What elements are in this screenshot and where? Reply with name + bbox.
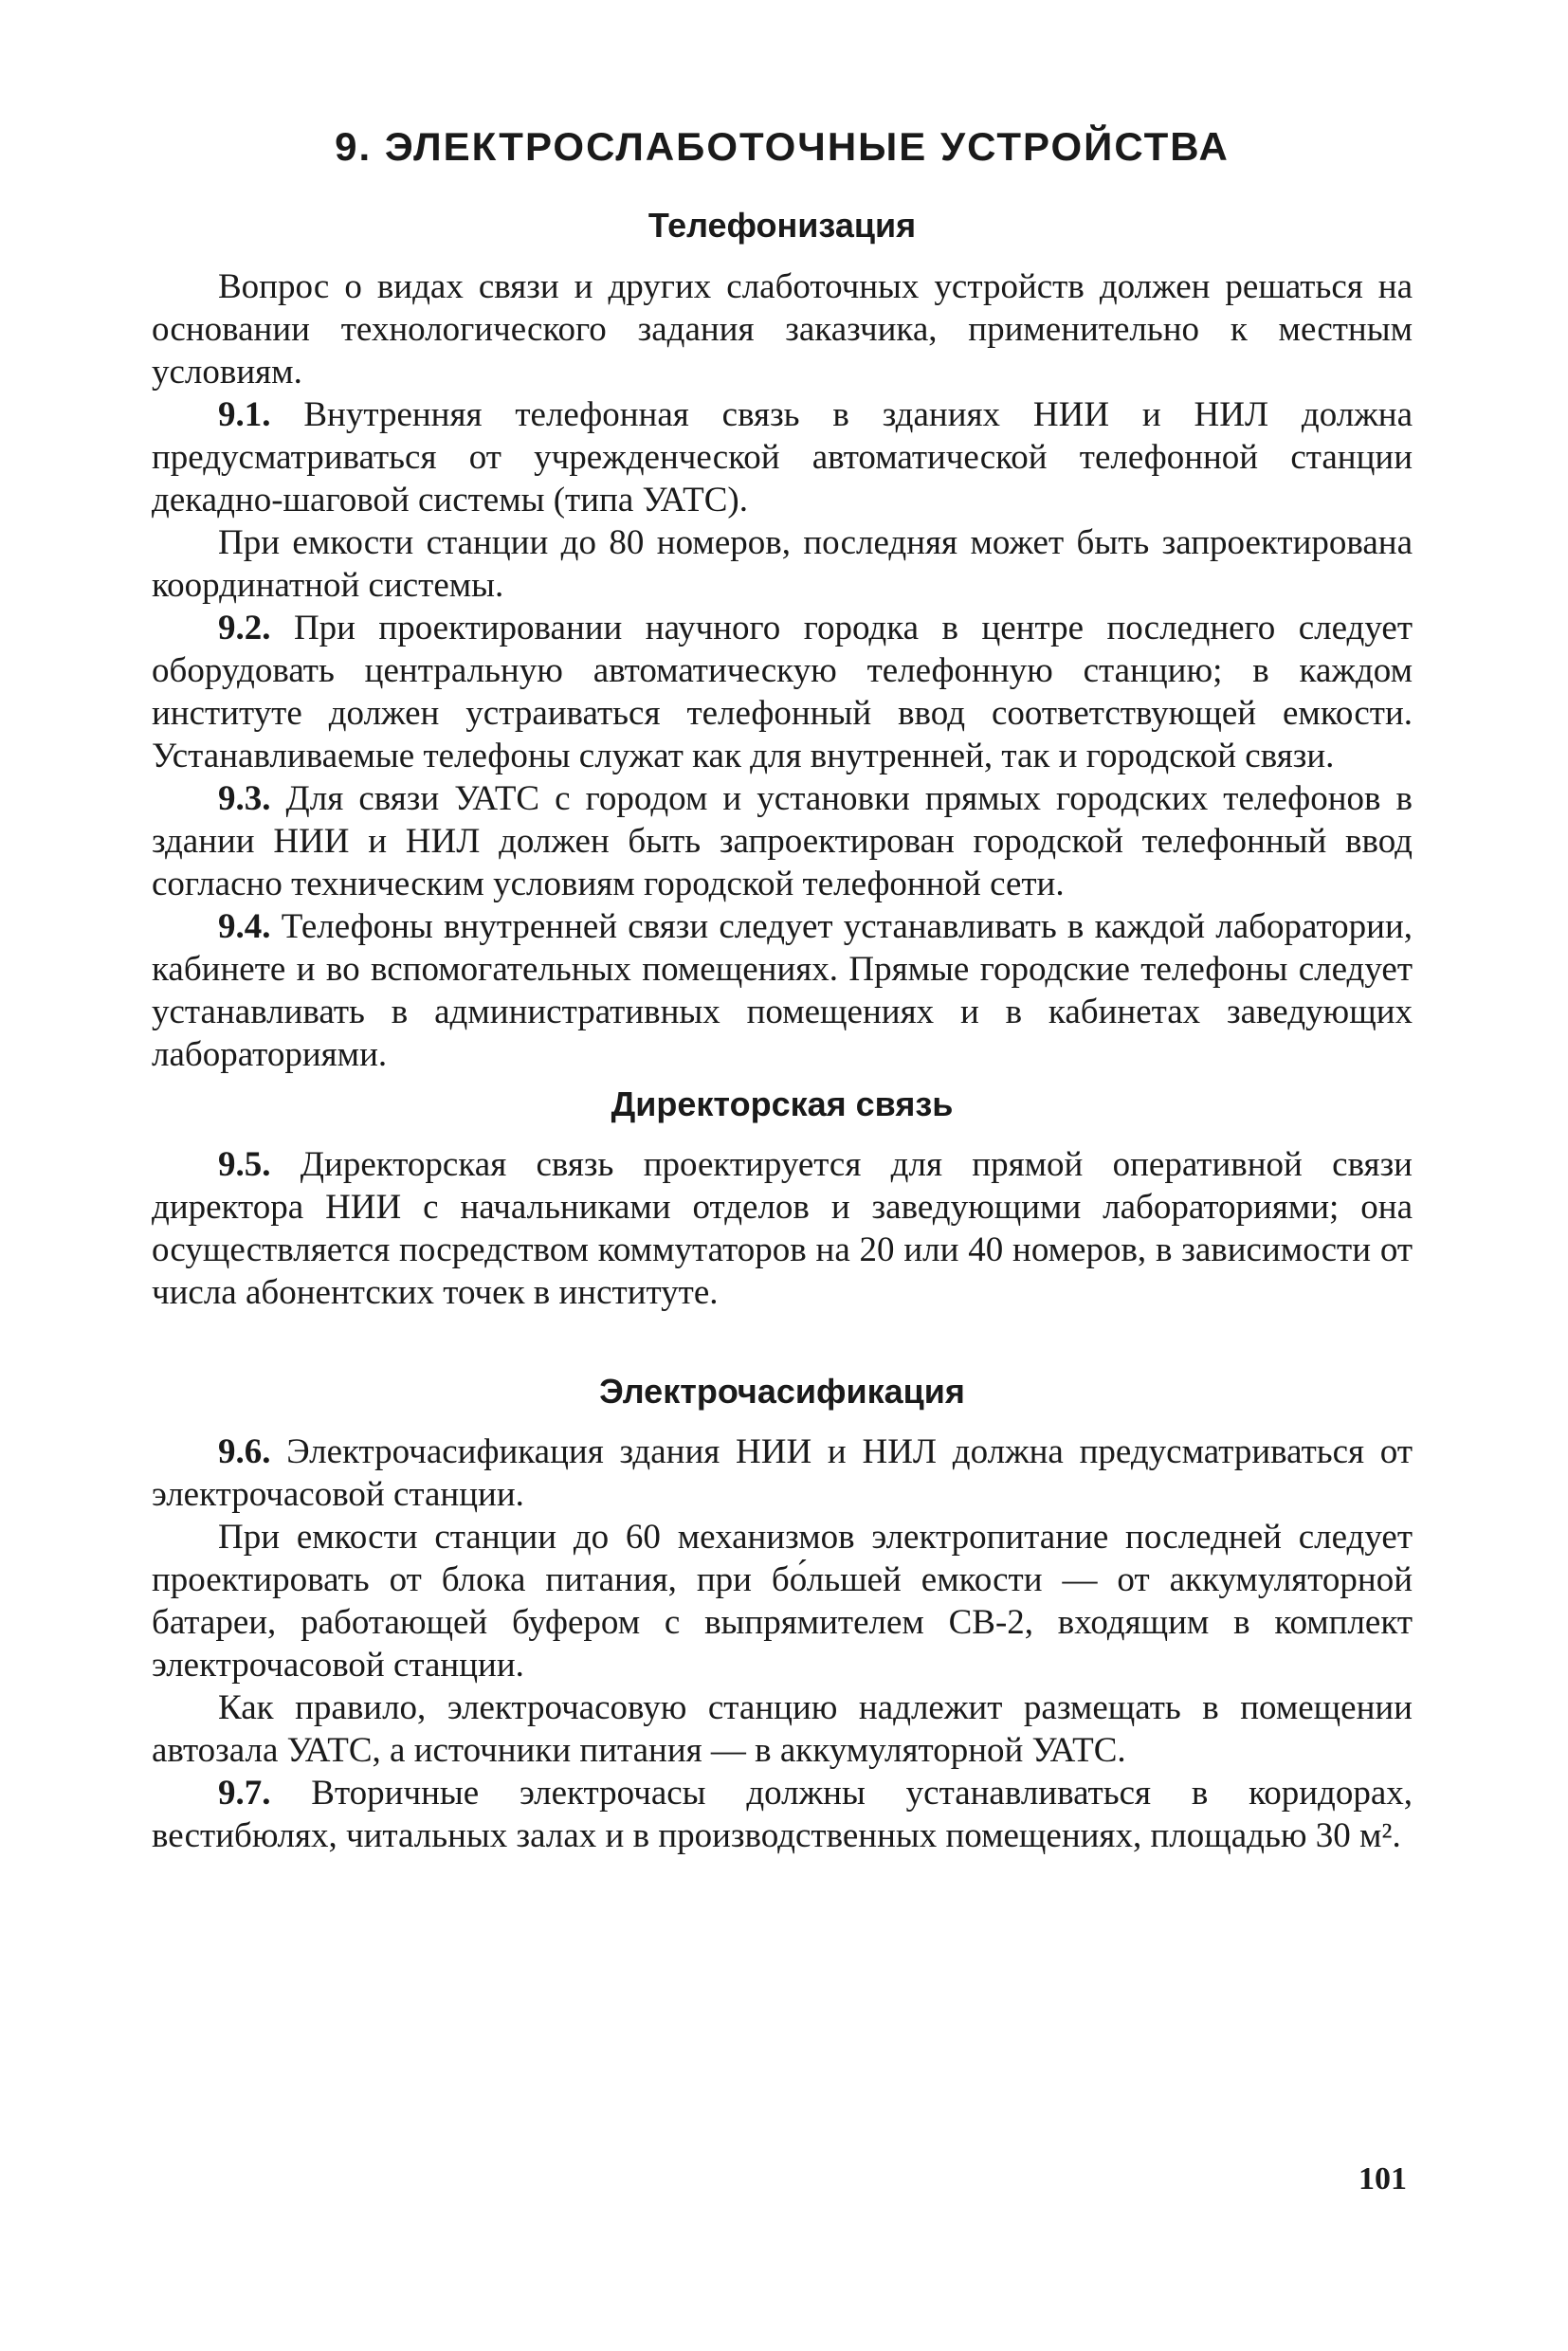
paragraph-number: 9.2. [218, 608, 271, 647]
paragraph-text: При емкости станции до 60 механизмов электропитание последней следует проектировать от блока питания, при бо́льшей емкости — от аккумуляторной батареи, работающей буфером с выпрямителем СВ-2, входящим в комплект электрочасовой станции. [152, 1517, 1413, 1685]
paragraph-number: 9.5. [218, 1144, 271, 1184]
paragraph-text: Внутренняя телефонная связь в зданиях НИИ и НИЛ должна предусматриваться от учрежденческой автоматической телефонной станции декадно-шаговой системы (типа УАТС). [152, 394, 1413, 519]
page-number: 101 [1358, 2161, 1407, 2196]
paragraph-text: При емкости станции до 80 номеров, последняя может быть запроектирована координатной системы. [152, 522, 1413, 605]
paragraph-text: Директорская связь проектируется для прямой оперативной связи директора НИИ с начальниками отделов и заведующими лабораториями; она осуществляется посредством коммутаторов на 20 или 40 номеров, в зависимости от числа абонентских точек в институте. [152, 1144, 1413, 1312]
paragraph-number: 9.4. [218, 906, 271, 946]
paragraph-9-5 [152, 1143, 1413, 1314]
paragraph-9-3 [152, 777, 1413, 905]
paragraph-text: Телефоны внутренней связи следует устанавливать в каждой лаборатории, кабинете и во вспомогательных помещениях. Прямые городские телефоны следует устанавливать в административных помещениях и в кабинетах заведующих лабораториями. [152, 906, 1413, 1074]
paragraph-number: 9.1. [218, 394, 271, 434]
chapter-title: 9. ЭЛЕКТРОСЛАБОТОЧНЫЕ УСТРОЙСТВА [335, 124, 1230, 169]
paragraph-9-6-power [152, 1516, 1413, 1686]
section-title-director-communication: Директорская связь [611, 1084, 954, 1123]
paragraph-number: 9.6. [218, 1431, 271, 1471]
paragraph-text: Электрочасификация здания НИИ и НИЛ должна предусматриваться от электрочасовой станции. [152, 1431, 1413, 1514]
paragraph-text: При проектировании научного городка в центре последнего следует оборудовать центральную автоматическую телефонную станцию; в каждом институте должен устраиваться телефонный ввод соответствующей емкости. Устанавливаемые телефоны служат как для внутренней, так и городской связи. [152, 608, 1413, 775]
paragraph-number: 9.7. [218, 1773, 271, 1813]
paragraph-text: Для связи УАТС с городом и установки прямых городских телефонов в здании НИИ и НИЛ должен быть запроектирован городской телефонный ввод согласно техническим условиям городской телефонной сети. [152, 778, 1413, 903]
paragraph-9-1-capacity [152, 521, 1413, 607]
paragraph-text: Как правило, электрочасовую станцию надлежит размещать в помещении автозала УАТС, а источники питания — в аккумуляторной УАТС. [152, 1687, 1413, 1770]
paragraph-9-2 [152, 607, 1413, 777]
paragraph-9-4 [152, 905, 1413, 1076]
paragraph-9-7 [152, 1772, 1413, 1857]
paragraph-9-1 [152, 393, 1413, 521]
paragraph-9-6 [152, 1431, 1413, 1516]
paragraph-number: 9.3. [218, 778, 271, 818]
section-title-electric-clocks: Электрочасификация [599, 1371, 965, 1411]
section-title-telephony: Телефонизация [647, 206, 917, 246]
paragraph-9-6-placement [152, 1686, 1413, 1772]
paragraph-text: Вопрос о видах связи и других слаботочных устройств должен решаться на основании технологического задания заказчика, применительно к местным условиям. [152, 266, 1413, 392]
paragraph-intro [152, 265, 1413, 393]
page-content [152, 123, 1413, 1857]
paragraph-text: Вторичные электрочасы должны устанавливаться в коридорах, вестибюлях, читальных залах и в производственных помещениях, площадью 30 м². [152, 1773, 1413, 1855]
